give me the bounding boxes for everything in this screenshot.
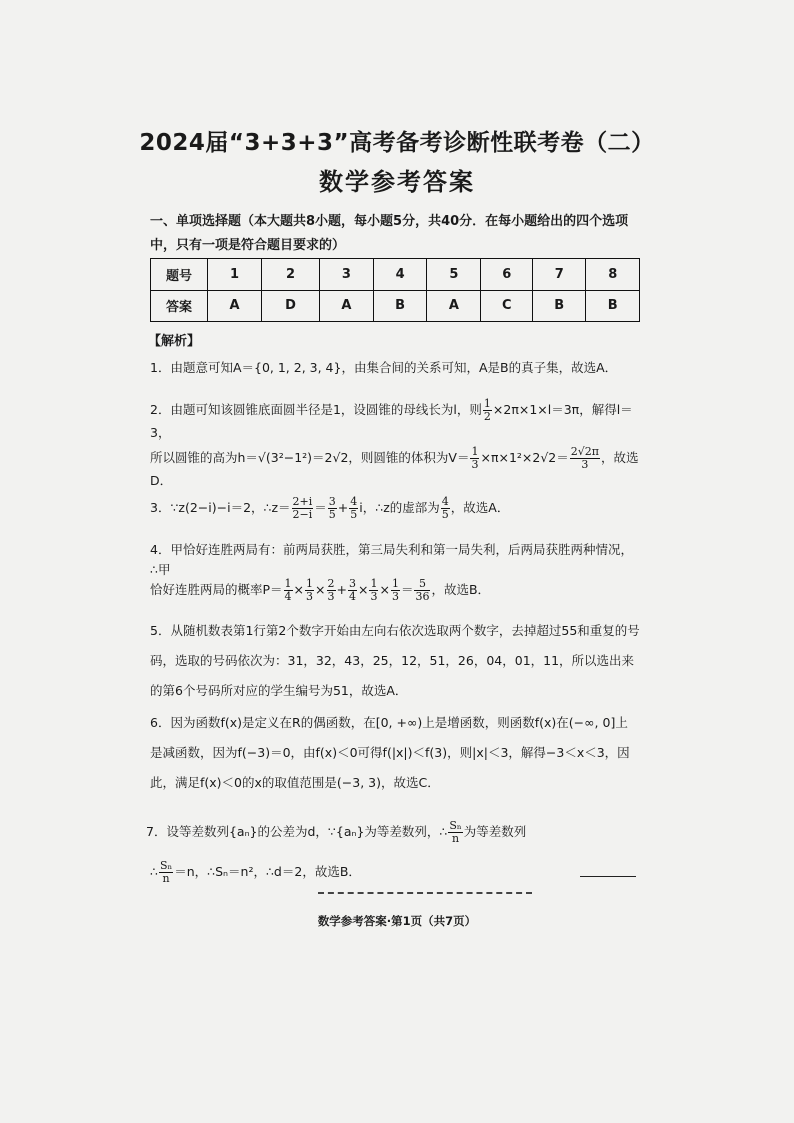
page-title: 2024届“3+3+3”高考备考诊断性联考卷（二） bbox=[139, 130, 655, 156]
denominator: n bbox=[162, 872, 170, 885]
denominator: 2 bbox=[483, 410, 491, 423]
text: ，故选A． bbox=[450, 500, 510, 515]
denominator: 5 bbox=[350, 508, 358, 521]
text: 为等差数列 bbox=[463, 824, 527, 839]
text: 所以圆锥的高为h＝√(3²−1²)＝2√2，则圆锥的体积为V＝ bbox=[150, 450, 470, 465]
denominator: 3 bbox=[306, 590, 314, 603]
numerator: 2+i bbox=[292, 495, 313, 508]
answer-table bbox=[150, 258, 640, 322]
fraction bbox=[470, 446, 479, 471]
fraction bbox=[327, 578, 336, 603]
denominator: 5 bbox=[441, 508, 449, 521]
numerator: 1 bbox=[284, 577, 292, 590]
answer-cell: A bbox=[427, 290, 481, 322]
question-number: 6 bbox=[481, 259, 533, 291]
numerator: 4 bbox=[441, 495, 449, 508]
denominator: 36 bbox=[415, 590, 430, 603]
solution-1: 1．由题意可知A＝{0, 1, 2, 3, 4}，由集合间的关系可知，A是B的真子集，故选A． bbox=[150, 360, 618, 375]
solution-5: 5．从随机数表第1行第2个数字开始由左向右依次选取两个数字，去掉超过55和重复的号码，选取的号码依次为：31，32，43，25，12，51，26，04，01，11，所以选出来的第6个号码所对应的学生编号为51，故选A． bbox=[150, 623, 640, 698]
numerator: 4 bbox=[350, 495, 358, 508]
fraction bbox=[369, 578, 378, 603]
numerator: 1 bbox=[370, 577, 378, 590]
text: ＝ bbox=[314, 500, 327, 515]
fraction bbox=[348, 578, 357, 603]
question-number: 4 bbox=[373, 259, 426, 291]
solution-2-line2 bbox=[150, 446, 640, 491]
solution-4-line2: 恰好连胜两局的概率P＝ $\frac{1}{4}$ × $\frac{1}{3}$ × $\frac{2}{3}$ + $\frac{3}{4}$ × $\frac{1}{3}$ × $\frac{1}{3}$ ＝ $\frac{5}{36}$ ，故选B． bbox=[150, 577, 491, 603]
row-label-question: 题号 bbox=[151, 259, 208, 291]
denominator: 3 bbox=[370, 590, 378, 603]
solution-7-line2 bbox=[150, 860, 640, 885]
question-number: 1 bbox=[208, 259, 262, 291]
answer-cell: D bbox=[262, 290, 320, 322]
text: ＝n，∴Sₙ＝n²，∴d＝2，故选B． bbox=[174, 864, 361, 879]
text: + bbox=[337, 500, 349, 515]
numerator: 3 bbox=[349, 577, 356, 590]
denominator: 3 bbox=[581, 458, 589, 471]
fraction bbox=[349, 496, 358, 521]
question-number: 3 bbox=[319, 259, 373, 291]
solution-7-line1 bbox=[146, 820, 642, 845]
page-footer: 数学参考答案·第1页（共7页） bbox=[317, 914, 477, 928]
numerator: 2√2π bbox=[570, 445, 600, 458]
fraction bbox=[305, 578, 314, 603]
numerator: 1 bbox=[471, 445, 479, 458]
answer-cell: B bbox=[373, 290, 426, 322]
answer-cell: C bbox=[481, 290, 533, 322]
fraction bbox=[414, 578, 430, 603]
fraction bbox=[391, 578, 400, 603]
numerator: Sₙ bbox=[159, 859, 173, 872]
text: i，∴z的虚部为 bbox=[359, 500, 440, 515]
text: ×2π×1×l＝3π，解得l＝3， bbox=[150, 402, 633, 440]
text: 7．设等差数列{aₙ}的公差为d，∵{aₙ}为等差数列，∴ bbox=[146, 824, 448, 839]
denominator: 5 bbox=[328, 508, 336, 521]
answer-cell: A bbox=[208, 290, 262, 322]
numerator: 1 bbox=[306, 577, 314, 590]
denominator: 3 bbox=[327, 590, 335, 603]
question-number: 5 bbox=[427, 259, 481, 291]
text: 恰好连胜两局的概率P＝ bbox=[150, 582, 283, 597]
numerator: 5 bbox=[414, 578, 430, 591]
text: 2．由题可知该圆锥底面圆半径是1，设圆锥的母线长为l，则 bbox=[150, 402, 482, 417]
answer-row bbox=[151, 290, 640, 322]
analysis-label: 【解析】 bbox=[148, 334, 201, 349]
page-subtitle: 数学参考答案 bbox=[319, 168, 475, 196]
numerator: 3 bbox=[328, 495, 336, 508]
text: ×π×1²×2√2＝ bbox=[480, 450, 569, 465]
text: 3．∵z(2−i)−i＝2，∴z＝ bbox=[150, 500, 291, 515]
fraction bbox=[328, 496, 337, 521]
solution-2-line1 bbox=[150, 398, 640, 443]
solution-3 bbox=[150, 496, 640, 521]
question-number: 7 bbox=[533, 259, 586, 291]
denominator: 4 bbox=[284, 590, 292, 603]
solution-4-line1: 4．甲恰好连胜两局有：前两局获胜，第三局失利和第一局失利，后两局获胜两种情况，∴甲 bbox=[150, 542, 633, 577]
fraction bbox=[159, 860, 173, 885]
denominator: 3 bbox=[391, 590, 399, 603]
denominator: 2−i bbox=[292, 508, 313, 521]
section-heading: 一、单项选择题（本大题共8小题，每小题5分，共40分．在每小题给出的四个选项中，只有一项是符合题目要求的） bbox=[150, 214, 629, 253]
question-number: 8 bbox=[586, 259, 640, 291]
dashed-divider bbox=[318, 892, 532, 894]
solution-6: 6．因为函数f(x)是定义在R的偶函数，在[0, +∞)上是增函数，则函数f(x)在(−∞, 0]上是减函数，因为f(−3)＝0，由f(x)＜0可得f(|x|)＜f(3)，则|x|＜3，解得−3＜x＜3，因此，满足f(x)＜0的x的取值范围是(−3, 3)，故选C． bbox=[150, 715, 630, 790]
numerator: 2 bbox=[327, 577, 335, 590]
question-number: 2 bbox=[262, 259, 320, 291]
numerator: Sₙ bbox=[449, 819, 462, 832]
denominator: n bbox=[451, 832, 460, 845]
text: ，故选B． bbox=[431, 582, 491, 597]
text: ∴ bbox=[150, 864, 158, 879]
denominator: 3 bbox=[471, 458, 479, 471]
divider-line bbox=[580, 876, 636, 877]
fraction bbox=[570, 446, 600, 471]
answer-cell: B bbox=[533, 290, 586, 322]
numerator: 1 bbox=[391, 577, 399, 590]
fraction bbox=[448, 820, 462, 845]
fraction bbox=[483, 398, 492, 423]
answer-cell: A bbox=[319, 290, 373, 322]
question-number-row bbox=[151, 259, 640, 291]
fraction bbox=[292, 496, 314, 521]
text: ，故选D． bbox=[150, 450, 639, 488]
numerator: 1 bbox=[483, 397, 491, 410]
answer-cell: B bbox=[586, 290, 640, 322]
row-label-answer: 答案 bbox=[151, 290, 208, 322]
denominator: 4 bbox=[349, 590, 356, 603]
fraction bbox=[284, 578, 293, 603]
fraction bbox=[441, 496, 450, 521]
